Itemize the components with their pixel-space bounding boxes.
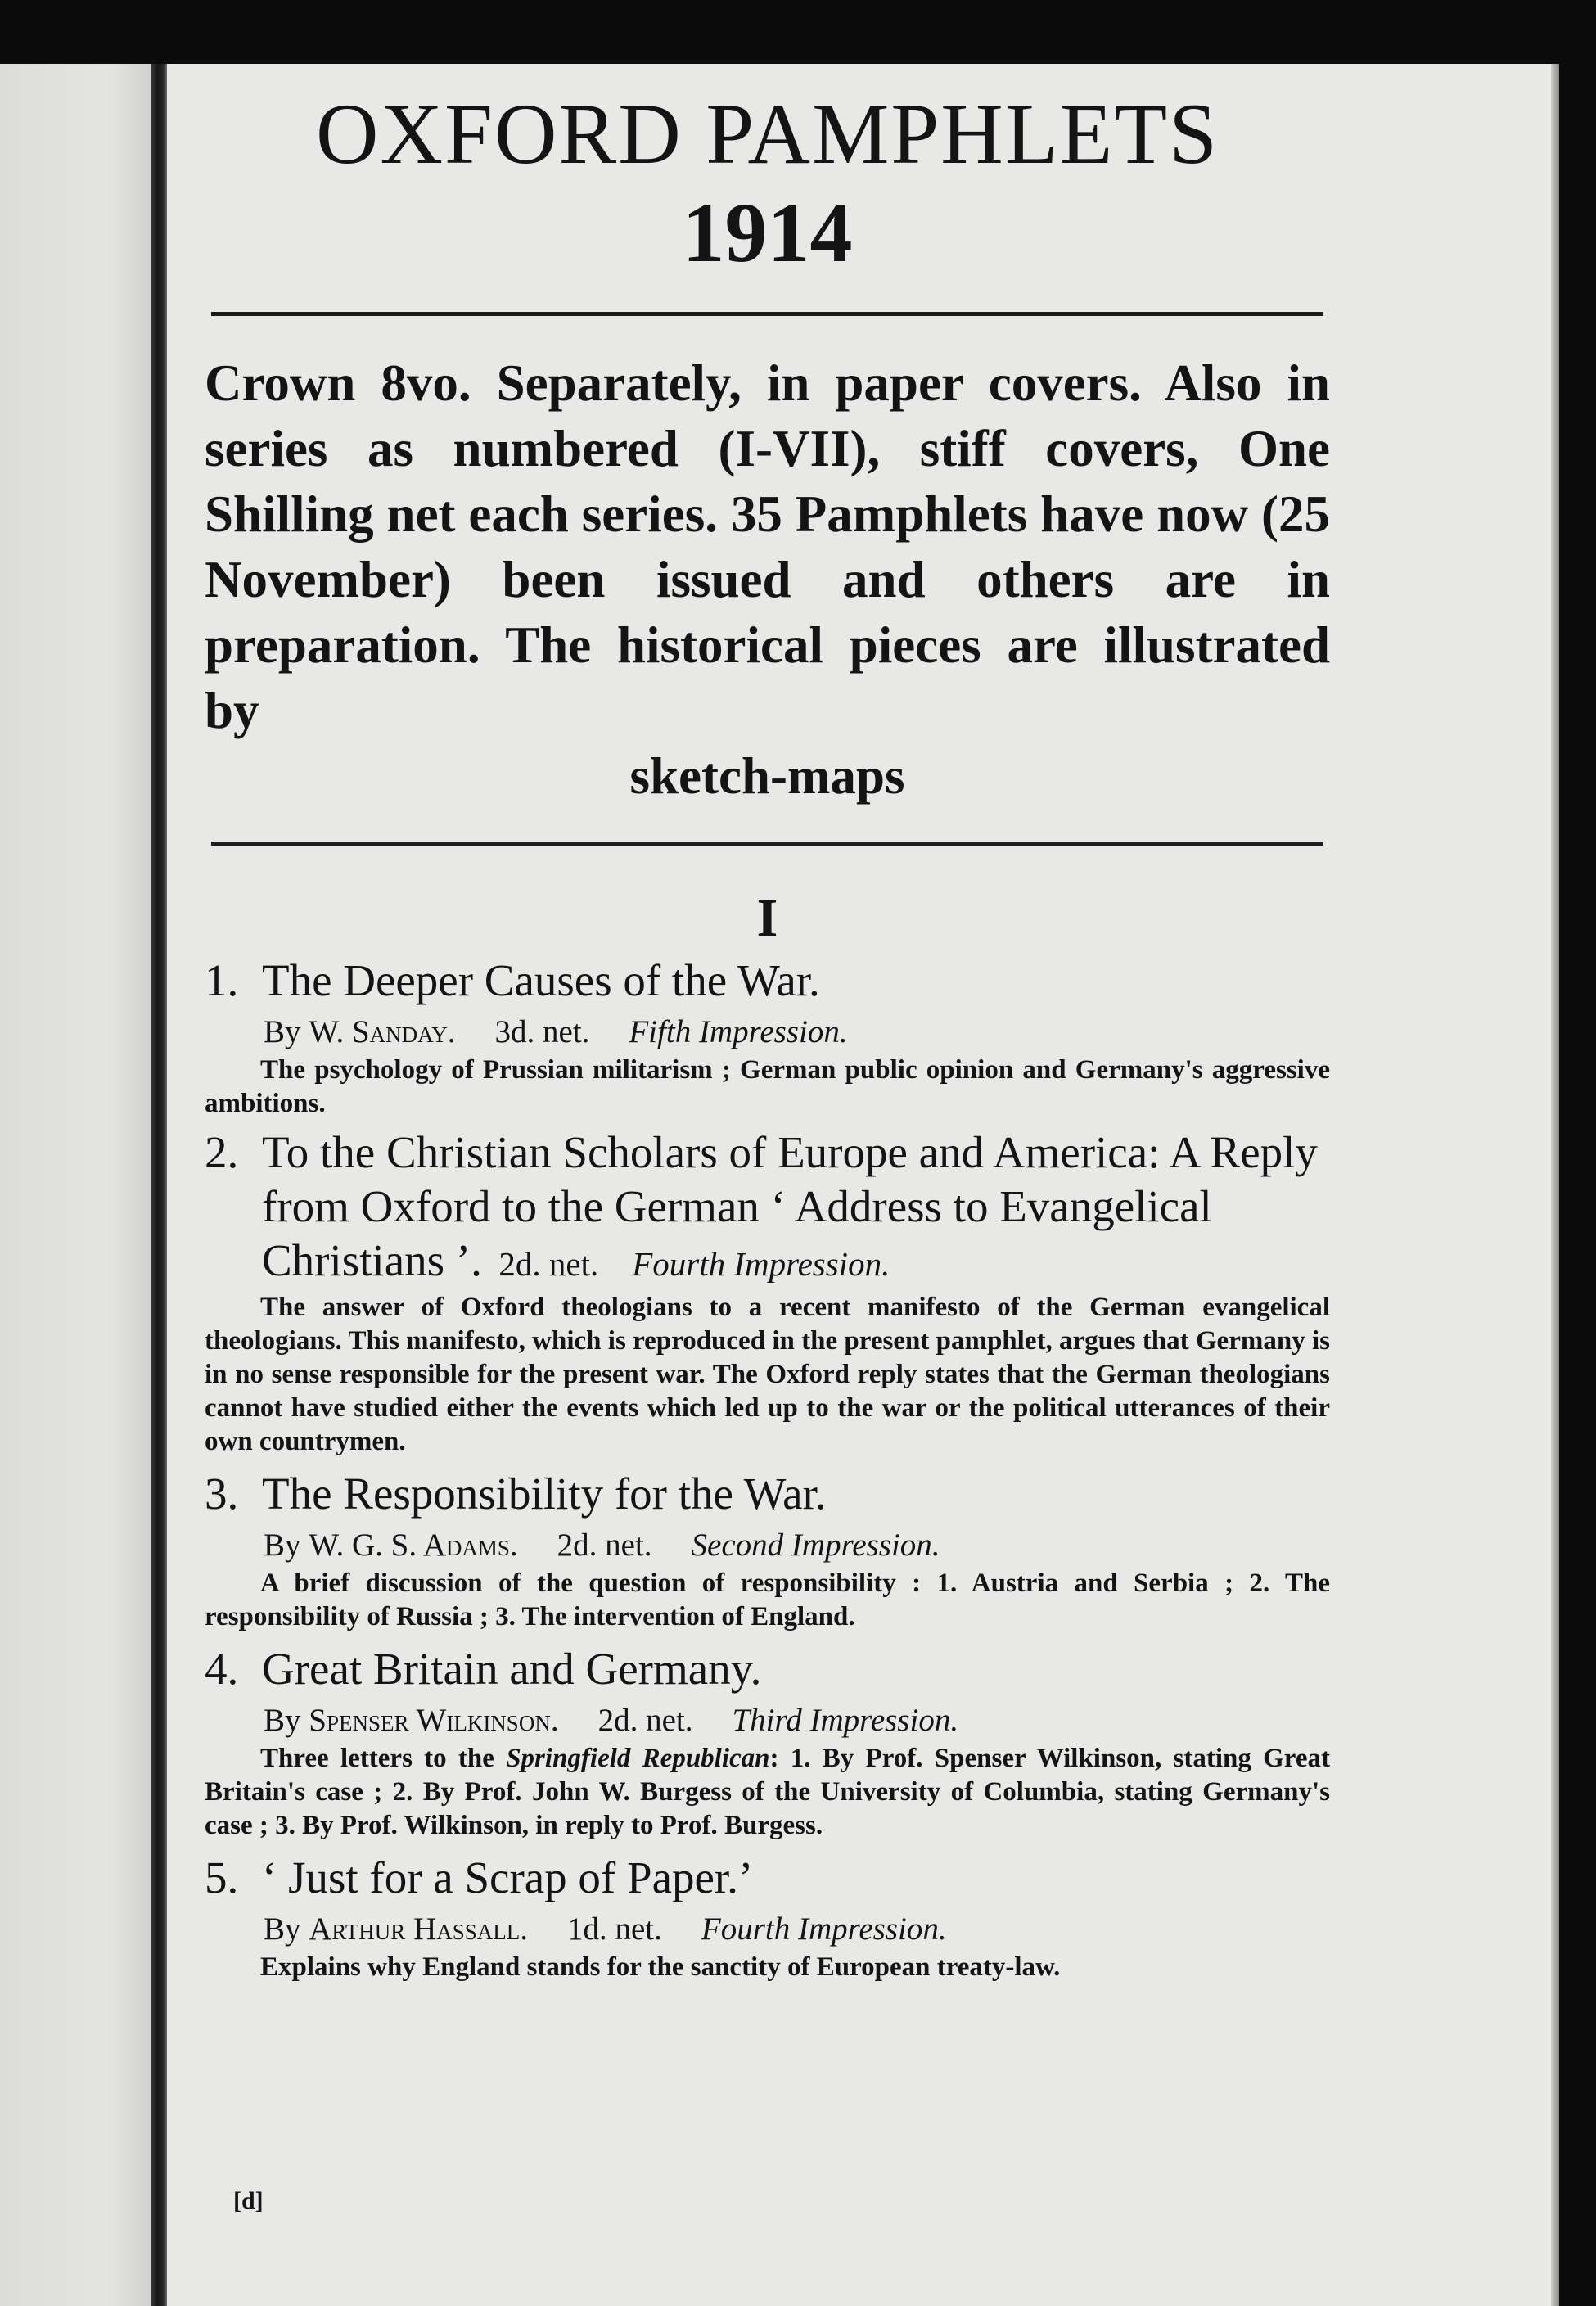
entry-byline xyxy=(205,1011,1330,1054)
book-spine xyxy=(151,64,167,2306)
pamphlet-entry xyxy=(205,1464,1330,1634)
entry-by: By xyxy=(264,1527,301,1563)
entry-description-italic: Springfield Republican xyxy=(506,1743,770,1773)
entry-byline xyxy=(205,1699,1330,1742)
entry-title: ‘ Just for a Scrap of Paper.’ xyxy=(262,1852,754,1902)
intro-last-line: sketch-maps xyxy=(629,747,905,805)
divider xyxy=(211,842,1323,846)
entry-impression: Fourth Impression. xyxy=(701,1911,947,1947)
entry-impression: Second Impression. xyxy=(691,1527,940,1563)
pamphlet-entry xyxy=(205,1126,1330,1459)
left-margin xyxy=(0,64,154,2306)
entry-title-line xyxy=(205,1126,1330,1291)
entry-number: 5. xyxy=(205,1852,239,1902)
entry-author: W. Sanday. xyxy=(309,1013,456,1049)
intro-text: Crown 8vo. Separately, in paper covers. Also in series as numbered (I-VII), stiff covers, One Shilling net each series. 35 Pamphlets have now (25 November) been issued and others are in preparation. The historical pieces are illustrated by xyxy=(205,354,1330,739)
entry-description xyxy=(205,1742,1330,1843)
entry-author: Arthur Hassall. xyxy=(309,1911,528,1947)
entry-number: 2. xyxy=(205,1126,239,1177)
entry-byline xyxy=(205,1524,1330,1567)
entry-impression: Fourth Impression. xyxy=(632,1244,890,1283)
entry-description-post: : 1. By Prof. Spenser Wilkinson, stating Great Britain's case ; 2. By Prof. John W. Burgess of the University of Columbia, stating Germany's case ; 3. By Prof. Wilkinson, in reply to Prof. Burgess. xyxy=(205,1743,1330,1840)
entry-price: 2d. net. xyxy=(498,1244,599,1283)
page-title: OXFORD PAMPHLETS xyxy=(315,86,1220,182)
entry-title: Great Britain and Germany. xyxy=(262,1643,762,1694)
entry-price: 2d. net. xyxy=(597,1702,693,1738)
signature-mark: [d] xyxy=(233,2187,264,2214)
entry-description: The answer of Oxford theologians to a recent manifesto of the German evangelical theologians. This manifesto, which is reproduced in the present pamphlet, argues that Germany is in no sense responsible for the present war. The Oxford reply states that the German theologians cannot have studied either the events which led up to the war or the political utterances of their own countrymen. xyxy=(205,1292,1330,1456)
entry-description: Explains why England stands for the sanctity of European treaty-law. xyxy=(260,1952,1061,1982)
page-edge xyxy=(1551,64,1559,2306)
entry-title: To the Christian Scholars of Europe and America: A Reply from Oxford to the German ‘ Address to Evangelical Christians ’. xyxy=(262,1126,1318,1285)
page-content xyxy=(205,86,1330,1984)
entry-price: 3d. net. xyxy=(494,1013,590,1049)
entry-description-pre: Three letters to the xyxy=(260,1743,494,1773)
entry-number: 1. xyxy=(205,954,239,1005)
intro-paragraph xyxy=(205,350,1330,809)
entry-author: Spenser Wilkinson. xyxy=(309,1702,559,1738)
entry-title: The Responsibility for the War. xyxy=(262,1468,827,1519)
entry-description: The psychology of Prussian militarism ; German public opinion and Germany's aggressive ambitions. xyxy=(205,1054,1330,1118)
entry-description: A brief discussion of the question of responsibility : 1. Austria and Serbia ; 2. The responsibility of Russia ; 3. The intervention of England. xyxy=(205,1568,1330,1631)
entry-title-line xyxy=(205,1464,1330,1524)
pamphlet-entry xyxy=(205,1639,1330,1843)
entry-by: By xyxy=(264,1013,301,1049)
entry-price: 2d. net. xyxy=(557,1527,652,1563)
entry-impression: Fifth Impression. xyxy=(629,1013,848,1049)
entry-number: 3. xyxy=(205,1468,239,1519)
page-year: 1914 xyxy=(682,186,853,281)
series-heading: I xyxy=(756,887,778,948)
entry-number: 4. xyxy=(205,1643,239,1694)
entry-price: 1d. net. xyxy=(567,1911,662,1947)
entry-impression: Third Impression. xyxy=(732,1702,959,1738)
entry-title-line xyxy=(205,1639,1330,1699)
entry-byline xyxy=(205,1908,1330,1951)
pamphlet-entry xyxy=(205,950,1330,1121)
divider xyxy=(211,312,1323,316)
entry-by: By xyxy=(264,1911,301,1947)
entry-title-line xyxy=(205,950,1330,1011)
entry-author: W. G. S. Adams. xyxy=(309,1527,518,1563)
entry-by: By xyxy=(264,1702,301,1738)
entry-title: The Deeper Causes of the War. xyxy=(262,954,820,1005)
entry-title-line xyxy=(205,1848,1330,1908)
pamphlet-entry xyxy=(205,1848,1330,1984)
